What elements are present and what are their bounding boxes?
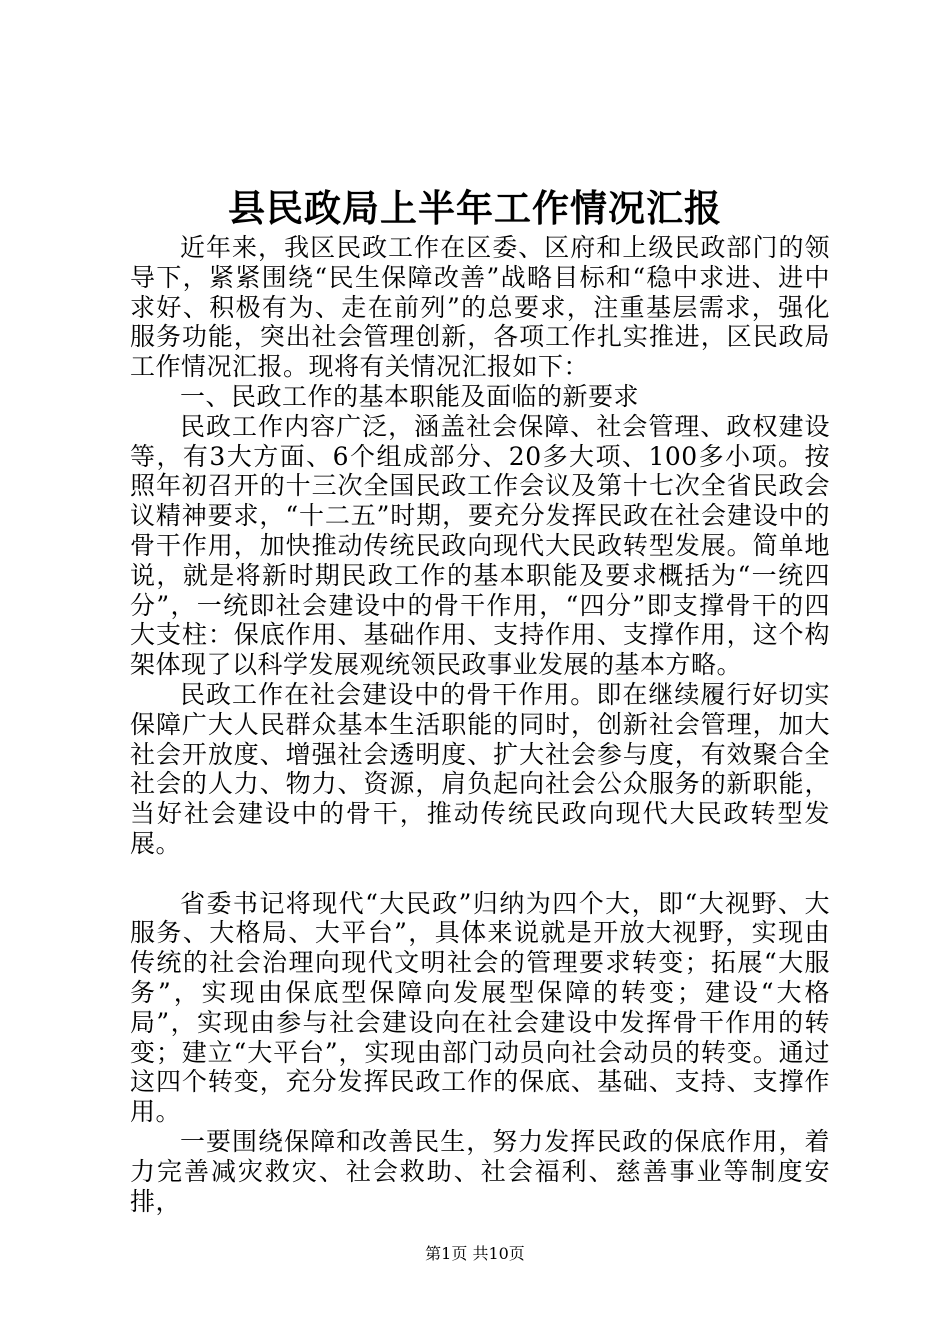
paragraph-backbone-role: 民政工作在社会建设中的骨干作用。即在继续履行好切实保障广大人民群众基本生活职能的同时，创新社会管理，加大社会开放度、增强社会透明度、扩大社会参与度，有效聚合全社会的人力、物力、资源，肩负起向社会公众服务的新职能，当好社会建设中的骨干，推动传统民政向现代大民政转型发展。 (130, 679, 830, 858)
paragraph-intro: 近年来，我区民政工作在区委、区府和上级民政部门的领导下，紧紧围绕“民生保障改善”战略目标和“稳中求进、进中求好、积极有为、走在前列”的总要求，注重基层需求，强化服务功能，突出社会管理创新，各项工作扎实推进，区民政局工作情况汇报。现将有关情况汇报如下： (130, 233, 830, 382)
paragraph-first-requirement: 一要围绕保障和改善民生，努力发挥民政的保底作用，着力完善减灾救灾、社会救助、社会福利、慈善事业等制度安排， (130, 1126, 830, 1216)
document-body (130, 233, 830, 1216)
paragraph-functions: 民政工作内容广泛，涵盖社会保障、社会管理、政权建设等，有3大方面、6个组成部分、20多大项、100多小项。按照年初召开的十三次全国民政工作会议及第十七次全省民政会议精神要求，“十二五”时期，要充分发挥民政在社会建设中的骨干作用，加快推动传统民政向现代大民政转型发展。简单地说，就是将新时期民政工作的基本职能及要求概括为“一统四分”，一统即社会建设中的骨干作用，“四分”即支撑骨干的四大支柱：保底作用、基础作用、支持作用、支撑作用，这个构架体现了以科学发展观统领民政事业发展的基本方略。 (130, 411, 830, 680)
paragraph-big-civil-affairs: 省委书记将现代“大民政”归纳为四个大，即“大视野、大服务、大格局、大平台”，具体来说就是开放大视野，实现由传统的社会治理向现代文明社会的管理要求转变；拓展“大服务”，实现由保底型保障向发展型保障的转变；建设“大格局”，实现由参与社会建设向在社会建设中发挥骨干作用的转变；建立“大平台”，实现由部门动员向社会动员的转变。通过这四个转变，充分发挥民政工作的保底、基础、支持、支撑作用。 (130, 888, 830, 1127)
page-number-footer: 第1页 共10页 (425, 1244, 525, 1263)
document-title: 县民政局上半年工作情况汇报 (228, 186, 722, 230)
section-heading: 一、民政工作的基本职能及面临的新要求 (180, 381, 640, 411)
